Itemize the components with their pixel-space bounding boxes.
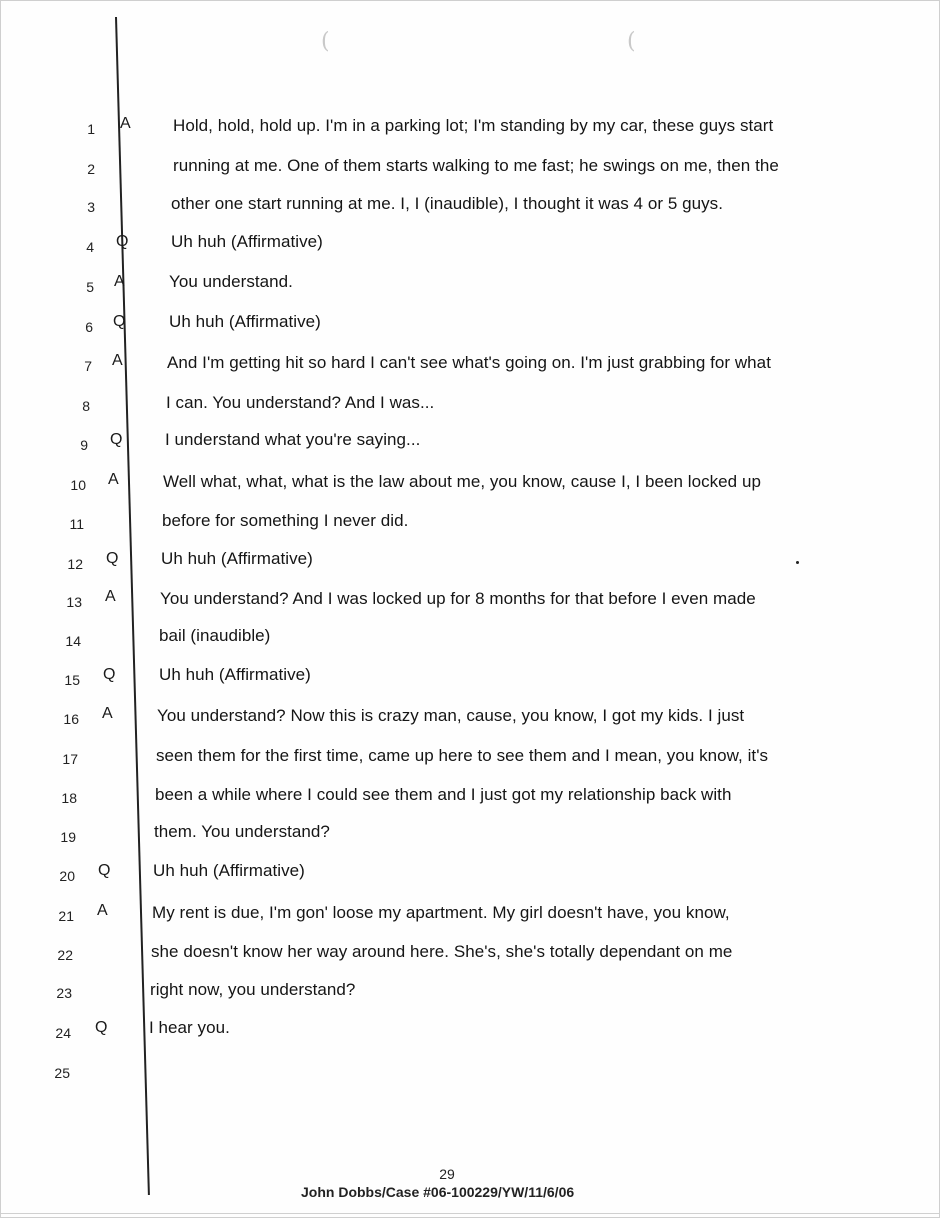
scan-mark: ( [627,29,636,54]
transcript-line-text: I understand what you're saying... [165,430,421,449]
line-number: 15 [64,672,80,688]
transcript-line-text: Uh huh (Affirmative) [159,665,311,684]
line-number: 10 [70,477,86,493]
page-number: 29 [439,1166,455,1182]
line-number: 4 [86,239,94,255]
line-number: 16 [63,711,79,727]
transcript-line-text: My rent is due, I'm gon' loose my apartment. My girl doesn't have, you know, [152,903,730,922]
line-number: 13 [66,594,82,610]
speaker-label: Q [106,550,119,567]
line-number: 2 [87,161,95,177]
transcript-line-text: Hold, hold, hold up. I'm in a parking lot; I'm standing by my car, these guys start [173,116,774,135]
bottom-rule [1,1213,940,1214]
line-number: 8 [82,398,90,414]
transcript-line-text: You understand. [169,272,293,291]
scan-mark: ( [321,29,330,54]
case-footer: John Dobbs/Case #06-100229/YW/11/6/06 [301,1184,575,1200]
speaker-label: A [120,115,131,132]
line-number: 21 [58,908,74,924]
transcript-line-text: I hear you. [149,1018,230,1037]
line-number: 19 [60,829,76,845]
line-number: 17 [62,751,78,767]
line-number: 11 [69,516,84,532]
transcript-line-text: Uh huh (Affirmative) [161,549,313,568]
speaker-label: A [112,352,123,369]
line-number: 9 [80,437,88,453]
speaker-label: A [105,588,116,605]
speaker-label: Q [110,431,123,448]
line-number: 6 [85,319,93,335]
transcript-line-text: Uh huh (Affirmative) [169,312,321,331]
line-number: 12 [67,556,83,572]
line-number: 3 [87,199,95,215]
speaker-label: A [102,705,113,722]
line-number: 23 [56,985,72,1001]
line-number: 20 [59,868,75,884]
transcript-line-text: And I'm getting hit so hard I can't see what's going on. I'm just grabbing for what [167,353,771,372]
transcript-line-text: been a while where I could see them and I just got my relationship back with [155,785,732,804]
transcript-line-text: Uh huh (Affirmative) [153,861,305,880]
transcript-line-text: running at me. One of them starts walking to me fast; he swings on me, then the [173,156,779,175]
speaker-label: Q [98,862,111,879]
transcript-line-text: Uh huh (Affirmative) [171,232,323,251]
line-number: 14 [65,633,81,649]
transcript-line-text: seen them for the first time, came up here to see them and I mean, you know, it's [156,746,769,765]
transcript-line-text: them. You understand? [154,822,330,841]
transcript-line-text: You understand? And I was locked up for 8 months for that before I even made [160,589,756,608]
transcript-line-text: other one start running at me. I, I (inaudible), I thought it was 4 or 5 guys. [171,194,723,213]
transcript-line-text: You understand? Now this is crazy man, cause, you know, I got my kids. I just [157,706,745,725]
line-number: 25 [54,1065,70,1081]
line-number: 22 [57,947,73,963]
line-number: 7 [84,358,92,374]
transcript-line-text: bail (inaudible) [159,626,271,645]
line-number: 18 [61,790,77,806]
speaker-label: Q [113,313,126,330]
line-number: 5 [86,279,94,295]
transcript-line-text: Well what, what, what is the law about me, you know, cause I, I been locked up [163,472,761,491]
speaker-label: A [108,471,119,488]
transcript-line-text: she doesn't know her way around here. She's, she's totally dependant on me [151,942,733,961]
scan-speck [796,561,799,564]
speaker-label: Q [116,233,129,250]
speaker-label: Q [103,666,116,683]
line-number: 1 [87,121,95,137]
speaker-label: A [97,902,108,919]
line-number: 24 [55,1025,71,1041]
transcript-line-text: right now, you understand? [150,980,356,999]
transcript-line-text: I can. You understand? And I was... [166,393,435,412]
speaker-label: A [114,273,125,290]
speaker-label: Q [95,1019,108,1036]
margin-rule [115,17,150,1195]
transcript-line-text: before for something I never did. [162,511,409,530]
